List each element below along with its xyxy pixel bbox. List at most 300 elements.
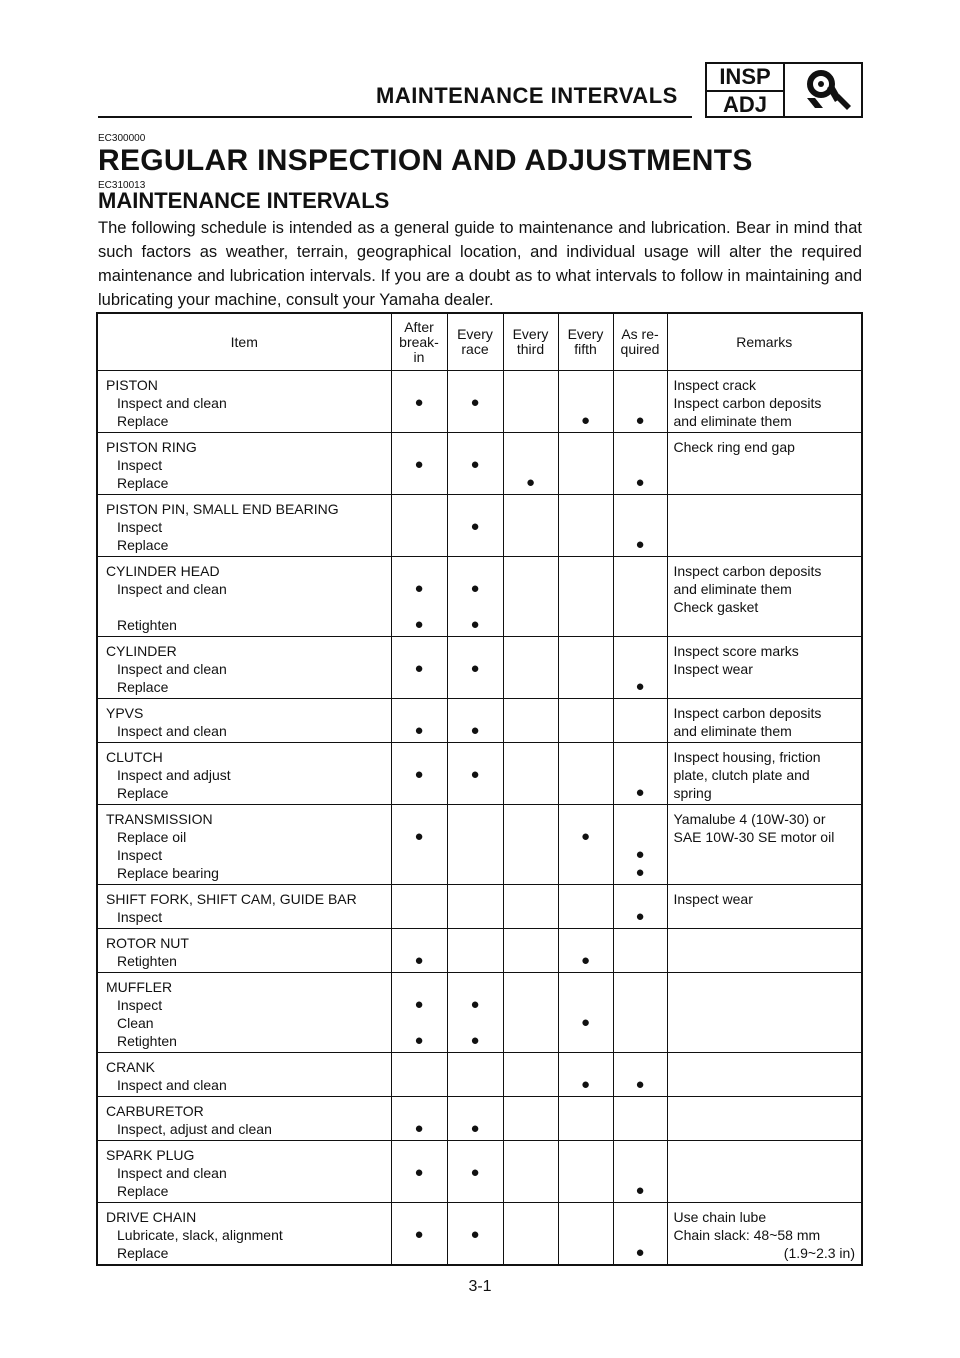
- interval-cell: [613, 1141, 667, 1203]
- interval-cell: [503, 805, 558, 885]
- empty-slot: [392, 1014, 447, 1032]
- item-subtask: Inspect, adjust and clean: [117, 1121, 272, 1137]
- bullet-icon: ●: [414, 394, 424, 411]
- empty-slot: [614, 580, 667, 598]
- insp-adj-badge: [705, 62, 863, 118]
- interval-cell: [391, 371, 447, 433]
- empty-slot: [504, 864, 558, 882]
- bullet-icon: ●: [470, 660, 480, 677]
- empty-slot: [614, 996, 667, 1014]
- remark-line: Check gasket: [673, 599, 759, 615]
- empty-slot: [559, 660, 613, 678]
- empty-slot: [504, 536, 558, 554]
- empty-slot: [559, 1164, 613, 1182]
- remarks-cell: [667, 929, 862, 973]
- bullet-icon: ●: [414, 766, 424, 783]
- interval-cell: [558, 699, 613, 743]
- interval-cell: [391, 1053, 447, 1097]
- empty-slot: [504, 722, 558, 740]
- empty-slot: [448, 1014, 503, 1032]
- empty-slot: [448, 598, 503, 616]
- empty-slot: [559, 1244, 613, 1262]
- table-row: [97, 973, 862, 1053]
- remarks-cell: [667, 743, 862, 805]
- remark-line: Inspect carbon deposits: [673, 395, 822, 411]
- item-subtask: Retighten: [117, 617, 177, 633]
- main-heading: REGULAR INSPECTION AND ADJUSTMENTS: [98, 144, 753, 177]
- interval-cell: [613, 699, 667, 743]
- remark-line: Inspect crack: [673, 377, 756, 393]
- interval-cell: [391, 495, 447, 557]
- table-row: [97, 885, 862, 929]
- empty-slot: [614, 1164, 667, 1182]
- remarks-cell: [667, 637, 862, 699]
- wrench-inspection-icon: [795, 68, 857, 114]
- empty-slot: [504, 1076, 558, 1094]
- empty-slot: [504, 766, 558, 784]
- bullet-icon: ●: [414, 616, 424, 633]
- empty-slot: [559, 784, 613, 802]
- col-as-required: As re- quired: [613, 313, 667, 371]
- remark-line: Inspect wear: [673, 891, 753, 907]
- item-subtask: Replace: [117, 1183, 169, 1199]
- empty-slot: [559, 1120, 613, 1138]
- interval-cell: [503, 557, 558, 637]
- maintenance-schedule-table: [96, 312, 863, 1266]
- item-cell: [97, 1053, 391, 1097]
- empty-slot: [559, 616, 613, 634]
- interval-cell: [613, 495, 667, 557]
- header-title: MAINTENANCE INTERVALS: [376, 83, 678, 108]
- empty-slot: [614, 766, 667, 784]
- interval-cell: [613, 371, 667, 433]
- item-cell: [97, 743, 391, 805]
- item-cell: [97, 433, 391, 495]
- empty-slot: [504, 598, 558, 616]
- item-title: CYLINDER HEAD: [106, 563, 220, 579]
- col-remarks: Remarks: [667, 313, 862, 371]
- bullet-icon: ●: [635, 412, 645, 429]
- item-cell: [97, 371, 391, 433]
- item-subtask: Inspect and clean: [117, 723, 227, 739]
- interval-cell: [503, 973, 558, 1053]
- empty-slot: [559, 474, 613, 492]
- interval-cell: [613, 1053, 667, 1097]
- interval-cell: [558, 743, 613, 805]
- empty-slot: [559, 1226, 613, 1244]
- item-subtask: Inspect and adjust: [117, 767, 231, 783]
- empty-slot: [392, 784, 447, 802]
- remark-line: and eliminate them: [673, 413, 792, 429]
- bullet-icon: ●: [470, 1120, 480, 1137]
- item-subtask: Retighten: [117, 953, 177, 969]
- empty-slot: [559, 1182, 613, 1200]
- empty-slot: [559, 456, 613, 474]
- interval-cell: [447, 929, 503, 973]
- item-cell: [97, 885, 391, 929]
- bullet-icon: ●: [635, 678, 645, 695]
- interval-cell: [447, 1141, 503, 1203]
- item-title: CYLINDER: [106, 643, 177, 659]
- table-row: [97, 557, 862, 637]
- item-cell: [97, 699, 391, 743]
- empty-slot: [504, 394, 558, 412]
- interval-cell: [558, 371, 613, 433]
- col-after-break-in: After break- in: [391, 313, 447, 371]
- interval-cell: [558, 1097, 613, 1141]
- interval-cell: [503, 371, 558, 433]
- remark-line: Inspect wear: [673, 661, 753, 677]
- item-title: DRIVE CHAIN: [106, 1209, 197, 1225]
- remark-line: SAE 10W-30 SE motor oil: [673, 829, 835, 845]
- interval-cell: [447, 495, 503, 557]
- interval-cell: [558, 433, 613, 495]
- interval-cell: [503, 433, 558, 495]
- item-title: MUFFLER: [106, 979, 173, 995]
- table-row: [97, 1141, 862, 1203]
- remark-line: plate, clutch plate and: [673, 767, 810, 783]
- bullet-icon: ●: [414, 828, 424, 845]
- item-title: ROTOR NUT: [106, 935, 189, 951]
- remark-line: Inspect housing, friction: [673, 749, 821, 765]
- interval-cell: [391, 805, 447, 885]
- interval-cell: [391, 885, 447, 929]
- bullet-icon: ●: [414, 722, 424, 739]
- item-subtask: Inspect: [117, 457, 163, 473]
- empty-slot: [614, 616, 667, 634]
- empty-slot: [559, 996, 613, 1014]
- remarks-cell: [667, 557, 862, 637]
- table-row: [97, 1097, 862, 1141]
- empty-slot: [448, 1076, 503, 1094]
- interval-cell: [447, 743, 503, 805]
- badge-bottom-label: ADJ: [722, 92, 767, 117]
- table-row: [97, 1203, 862, 1266]
- bullet-icon: ●: [414, 1120, 424, 1137]
- empty-slot: [614, 1014, 667, 1032]
- empty-slot: [448, 846, 503, 864]
- item-title: PISTON: [106, 377, 158, 393]
- item-subtask: Replace: [117, 785, 169, 801]
- interval-cell: [503, 699, 558, 743]
- table-row: [97, 699, 862, 743]
- interval-cell: [613, 929, 667, 973]
- empty-slot: [559, 864, 613, 882]
- item-cell: [97, 973, 391, 1053]
- empty-slot: [448, 908, 503, 926]
- item-subtask: Clean: [117, 1015, 154, 1031]
- interval-cell: [503, 1053, 558, 1097]
- interval-cell: [558, 495, 613, 557]
- item-subtask: Inspect and clean: [117, 1077, 227, 1093]
- empty-slot: [392, 412, 447, 430]
- item-cell: [97, 557, 391, 637]
- empty-slot: [504, 1032, 558, 1050]
- interval-cell: [558, 885, 613, 929]
- interval-cell: [391, 743, 447, 805]
- item-subtask: Inspect and clean: [117, 581, 227, 597]
- item-title: SHIFT FORK, SHIFT CAM, GUIDE BAR: [106, 891, 357, 907]
- empty-slot: [448, 784, 503, 802]
- bullet-icon: ●: [414, 660, 424, 677]
- interval-cell: [391, 433, 447, 495]
- empty-slot: [559, 580, 613, 598]
- bullet-icon: ●: [414, 456, 424, 473]
- bullet-icon: ●: [635, 846, 645, 863]
- bullet-icon: ●: [470, 766, 480, 783]
- empty-slot: [392, 864, 447, 882]
- interval-cell: [447, 699, 503, 743]
- remark-line: Inspect carbon deposits: [673, 705, 822, 721]
- empty-slot: [448, 412, 503, 430]
- item-title: TRANSMISSION: [106, 811, 213, 827]
- item-subtask: Replace bearing: [117, 865, 219, 881]
- empty-slot: [392, 474, 447, 492]
- table-row: [97, 805, 862, 885]
- table-header-row: [97, 313, 862, 371]
- interval-cell: [447, 637, 503, 699]
- empty-slot: [614, 828, 667, 846]
- interval-cell: [613, 805, 667, 885]
- empty-slot: [504, 952, 558, 970]
- interval-cell: [613, 885, 667, 929]
- empty-slot: [504, 1244, 558, 1262]
- item-subtask: Replace: [117, 679, 169, 695]
- remark-line: Use chain lube: [673, 1209, 767, 1225]
- col-every-third: Every third: [503, 313, 558, 371]
- intro-paragraph: The following schedule is intended as a general guide to maintenance and lubrication. Bear in mind that such factors as weather, terrain, geographical location, and individual usage will alter the required maintenance and lubrication intervals. If you are a doubt as to what intervals to follow in maintaining and lubricating your machine, consult your Yamaha dealer.: [98, 219, 862, 309]
- bullet-icon: ●: [525, 474, 536, 491]
- empty-slot: [504, 412, 558, 430]
- empty-slot: [504, 678, 558, 696]
- table-row: [97, 743, 862, 805]
- empty-slot: [614, 952, 667, 970]
- empty-slot: [392, 598, 447, 616]
- interval-cell: [503, 929, 558, 973]
- interval-cell: [447, 1203, 503, 1266]
- item-cell: [97, 805, 391, 885]
- bullet-icon: ●: [635, 536, 645, 553]
- bullet-icon: ●: [470, 394, 480, 411]
- empty-slot: [504, 996, 558, 1014]
- bullet-icon: ●: [580, 1076, 591, 1093]
- item-cell: [97, 929, 391, 973]
- bullet-icon: ●: [635, 1182, 645, 1199]
- empty-slot: [504, 660, 558, 678]
- table-row: [97, 495, 862, 557]
- empty-slot: [448, 864, 503, 882]
- empty-slot: [614, 456, 667, 474]
- col-item: Item: [97, 313, 391, 371]
- empty-slot: [448, 474, 503, 492]
- interval-cell: [613, 433, 667, 495]
- empty-slot: [504, 616, 558, 634]
- interval-cell: [613, 1097, 667, 1141]
- remarks-cell: [667, 433, 862, 495]
- bullet-icon: ●: [470, 616, 480, 633]
- interval-cell: [558, 557, 613, 637]
- empty-slot: [559, 722, 613, 740]
- interval-cell: [391, 973, 447, 1053]
- interval-cell: [447, 1053, 503, 1097]
- empty-slot: [614, 1226, 667, 1244]
- bullet-icon: ●: [580, 1014, 591, 1031]
- interval-cell: [558, 1203, 613, 1266]
- empty-slot: [392, 536, 447, 554]
- interval-cell: [391, 1141, 447, 1203]
- empty-slot: [448, 678, 503, 696]
- item-subtask: Inspect: [117, 997, 163, 1013]
- bullet-icon: ●: [470, 1226, 480, 1243]
- interval-cell: [391, 637, 447, 699]
- bullet-icon: ●: [414, 952, 424, 969]
- empty-slot: [448, 536, 503, 554]
- bullet-icon: ●: [635, 1244, 645, 1261]
- empty-slot: [392, 678, 447, 696]
- bullet-icon: ●: [580, 952, 591, 969]
- empty-slot: [448, 1182, 503, 1200]
- section-code-1: EC300000: [98, 133, 146, 144]
- remarks-cell: [667, 885, 862, 929]
- sub-heading: MAINTENANCE INTERVALS: [98, 188, 390, 213]
- item-title: YPVS: [106, 705, 144, 721]
- interval-cell: [613, 973, 667, 1053]
- item-title: CARBURETOR: [106, 1103, 204, 1119]
- bullet-icon: ●: [635, 908, 645, 925]
- empty-slot: [614, 598, 667, 616]
- empty-slot: [504, 908, 558, 926]
- empty-slot: [559, 1032, 613, 1050]
- item-cell: [97, 1141, 391, 1203]
- interval-cell: [391, 1097, 447, 1141]
- empty-slot: [504, 1014, 558, 1032]
- remarks-cell: [667, 371, 862, 433]
- remark-line: Chain slack: 48~58 mm: [673, 1227, 821, 1243]
- bullet-icon: ●: [470, 456, 480, 473]
- interval-cell: [613, 1203, 667, 1266]
- bullet-icon: ●: [414, 1164, 424, 1181]
- interval-cell: [391, 929, 447, 973]
- empty-slot: [392, 908, 447, 926]
- bullet-icon: ●: [470, 1032, 480, 1049]
- item-cell: [97, 495, 391, 557]
- item-title: PISTON PIN, SMALL END BEARING: [106, 501, 339, 517]
- interval-cell: [503, 885, 558, 929]
- interval-cell: [391, 699, 447, 743]
- empty-slot: [614, 518, 667, 536]
- item-cell: [97, 1097, 391, 1141]
- remarks-cell: [667, 699, 862, 743]
- interval-cell: [503, 1141, 558, 1203]
- interval-cell: [447, 805, 503, 885]
- item-subtask: Inspect: [117, 519, 163, 535]
- page-number: 3-1: [468, 1278, 492, 1295]
- empty-slot: [504, 580, 558, 598]
- item-cell: [97, 1203, 391, 1266]
- remark-line: (1.9~2.3 in): [783, 1245, 855, 1261]
- interval-cell: [503, 637, 558, 699]
- empty-slot: [504, 518, 558, 536]
- item-cell: [97, 637, 391, 699]
- remarks-cell: [667, 1141, 862, 1203]
- empty-slot: [504, 1226, 558, 1244]
- col-every-race: Every race: [447, 313, 503, 371]
- empty-slot: [504, 1164, 558, 1182]
- remark-line: Inspect score marks: [673, 643, 799, 659]
- interval-cell: [558, 929, 613, 973]
- empty-slot: [392, 1076, 447, 1094]
- interval-cell: [558, 1053, 613, 1097]
- empty-slot: [504, 1120, 558, 1138]
- empty-slot: [559, 678, 613, 696]
- bullet-icon: ●: [580, 828, 591, 845]
- interval-cell: [558, 637, 613, 699]
- empty-slot: [559, 846, 613, 864]
- empty-slot: [559, 536, 613, 554]
- item-subtask: Replace: [117, 413, 169, 429]
- table-row: [97, 929, 862, 973]
- interval-cell: [503, 1203, 558, 1266]
- remarks-cell: [667, 495, 862, 557]
- bullet-icon: ●: [414, 1032, 424, 1049]
- empty-slot: [392, 518, 447, 536]
- empty-slot: [392, 846, 447, 864]
- bullet-icon: ●: [470, 722, 480, 739]
- bullet-icon: ●: [470, 518, 480, 535]
- empty-slot: [504, 828, 558, 846]
- empty-slot: [614, 1120, 667, 1138]
- empty-slot: [504, 846, 558, 864]
- table-row: [97, 371, 862, 433]
- interval-cell: [558, 973, 613, 1053]
- remarks-cell: [667, 805, 862, 885]
- item-title: SPARK PLUG: [106, 1147, 195, 1163]
- empty-slot: [559, 908, 613, 926]
- interval-cell: [447, 433, 503, 495]
- item-subtask: Inspect and clean: [117, 395, 227, 411]
- interval-cell: [447, 557, 503, 637]
- item-title: CLUTCH: [106, 749, 163, 765]
- bullet-icon: ●: [414, 1226, 424, 1243]
- empty-slot: [614, 722, 667, 740]
- empty-slot: [392, 1244, 447, 1262]
- remark-line: spring: [673, 785, 712, 801]
- bullet-icon: ●: [470, 996, 480, 1013]
- item-subtask: Replace: [117, 1245, 169, 1261]
- remark-line: and eliminate them: [673, 723, 792, 739]
- interval-cell: [613, 637, 667, 699]
- empty-slot: [614, 660, 667, 678]
- interval-cell: [503, 495, 558, 557]
- bullet-icon: ●: [470, 1164, 480, 1181]
- bullet-icon: ●: [414, 580, 424, 597]
- interval-cell: [613, 743, 667, 805]
- bullet-icon: ●: [635, 474, 645, 491]
- interval-cell: [613, 557, 667, 637]
- empty-slot: [448, 828, 503, 846]
- section-code-2: EC310013: [98, 180, 146, 191]
- remarks-cell: [667, 1203, 862, 1266]
- item-subtask: Inspect and clean: [117, 1165, 227, 1181]
- item-subtask: Inspect and clean: [117, 661, 227, 677]
- empty-slot: [392, 1182, 447, 1200]
- empty-slot: [504, 1182, 558, 1200]
- remark-line: Yamalube 4 (10W-30) or: [673, 811, 826, 827]
- remarks-cell: [667, 1097, 862, 1141]
- badge-top-label: INSP: [719, 64, 771, 89]
- item-subtask: Inspect: [117, 909, 163, 925]
- header-rule: [98, 116, 692, 118]
